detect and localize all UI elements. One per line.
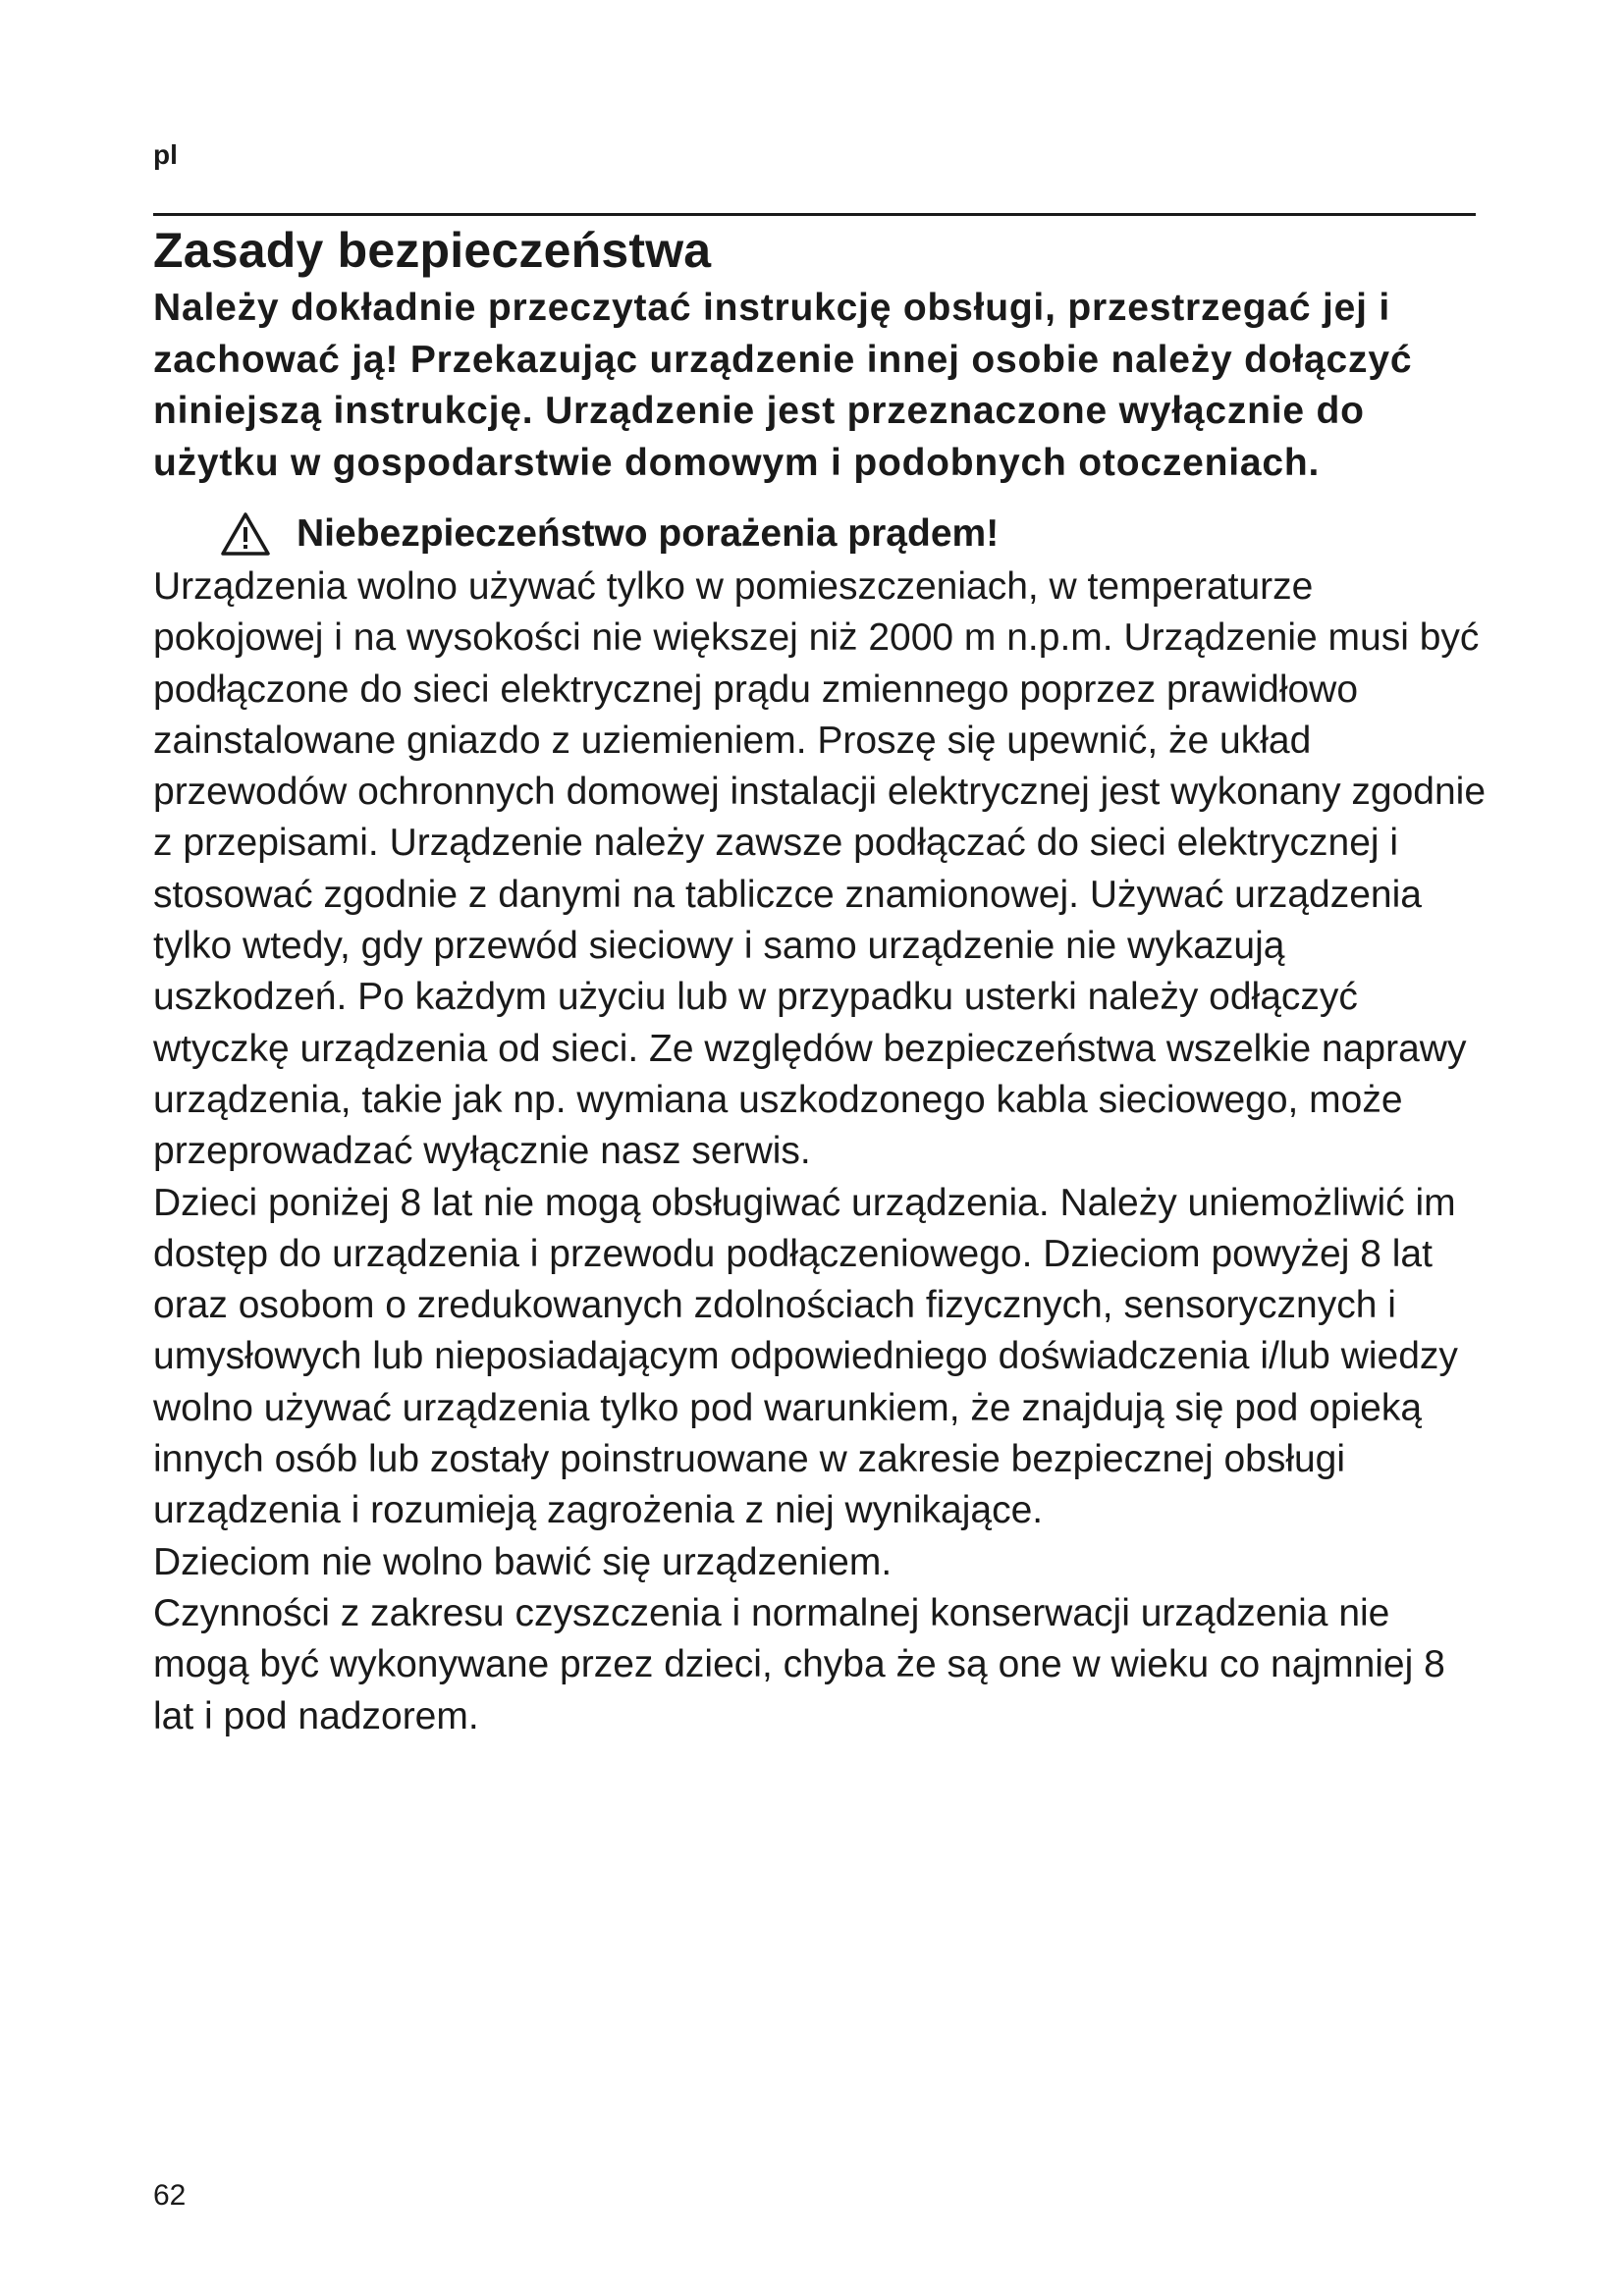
section-title: Zasady bezpieczeństwa bbox=[153, 223, 712, 278]
safety-section bbox=[153, 218, 1508, 1742]
body-paragraph: Urządzenia wolno używać tylko w pomieszczeniach, w temperaturze pokojowej i na wysokości nie większej niż 2000 m n.p.m. Urządzenie musi być podłączone do sieci elektrycznej prądu zmiennego poprzez prawidłowo zainstalowane gniazdo z uziemieniem. Proszę się upewnić, że układ przewodów ochronnych domowej instalacji elektrycznej jest wykonany zgodnie z przepisami. Urządzenie należy zawsze podłączać do sieci elektrycznej i stosować zgodnie z danymi na tabliczce znamionowej. Używać urządzenia tylko wtedy, gdy przewód sieciowy i samo urządzenie nie wykazują uszkodzeń. Po każdym użyciu lub w przypadku usterki należy odłączyć wtyczkę urządzenia od sieci. Ze względów bezpieczeństwa wszelkie naprawy urządzenia, takie jak np. wymiana uszkodzonego kabla sieciowego, może przeprowadzać wyłącznie nasz serwis. bbox=[153, 565, 1487, 1173]
warning-heading bbox=[153, 507, 1508, 561]
body-text bbox=[153, 561, 1489, 1742]
intro-paragraph: Należy dokładnie przeczytać instrukcję obsługi, przestrzegać jej i zachować ją! Przekazując urządzenie innej osobie należy dołączyć niniejszą instrukcję. Urządzenie jest przeznaczone wyłącznie do użytku w gospodarstwie domowym i podobnych otoczeniach. bbox=[153, 287, 1413, 484]
body-paragraph: Dzieci poniżej 8 lat nie mogą obsługiwać urządzenia. Należy uniemożliwić im dostęp do urządzenia i przewodu podłączeniowego. Dzieciom powyżej 8 lat oraz osobom o zredukowanych zdolnościach fizycznych, sensorycznych i umysłowych lub nieposiadającym odpowiedniego doświadczenia i/lub wiedzy wolno używać urządzenia tylko pod warunkiem, że znajdują się pod opieką innych osób lub zostały poinstruowane w zakresie bezpiecznej obsługi urządzenia i rozumieją zagrożenia z niej wynikające. bbox=[153, 1181, 1458, 1532]
warning-heading-text: Niebezpieczeństwo porażenia prądem! bbox=[297, 512, 1000, 555]
warning-triangle-icon bbox=[220, 511, 271, 557]
body-paragraph: Dzieciom nie wolno bawić się urządzeniem. bbox=[153, 1540, 893, 1583]
body-paragraph: Czynności z zakresu czyszczenia i normalnej konserwacji urządzenia nie mogą być wykonywane przez dzieci, chyba że są one w wieku co najmniej 8 lat i pod nadzorem. bbox=[153, 1591, 1445, 1737]
language-label: pl bbox=[153, 139, 178, 170]
header-rule bbox=[153, 213, 1476, 216]
page-number: 62 bbox=[153, 2179, 187, 2212]
